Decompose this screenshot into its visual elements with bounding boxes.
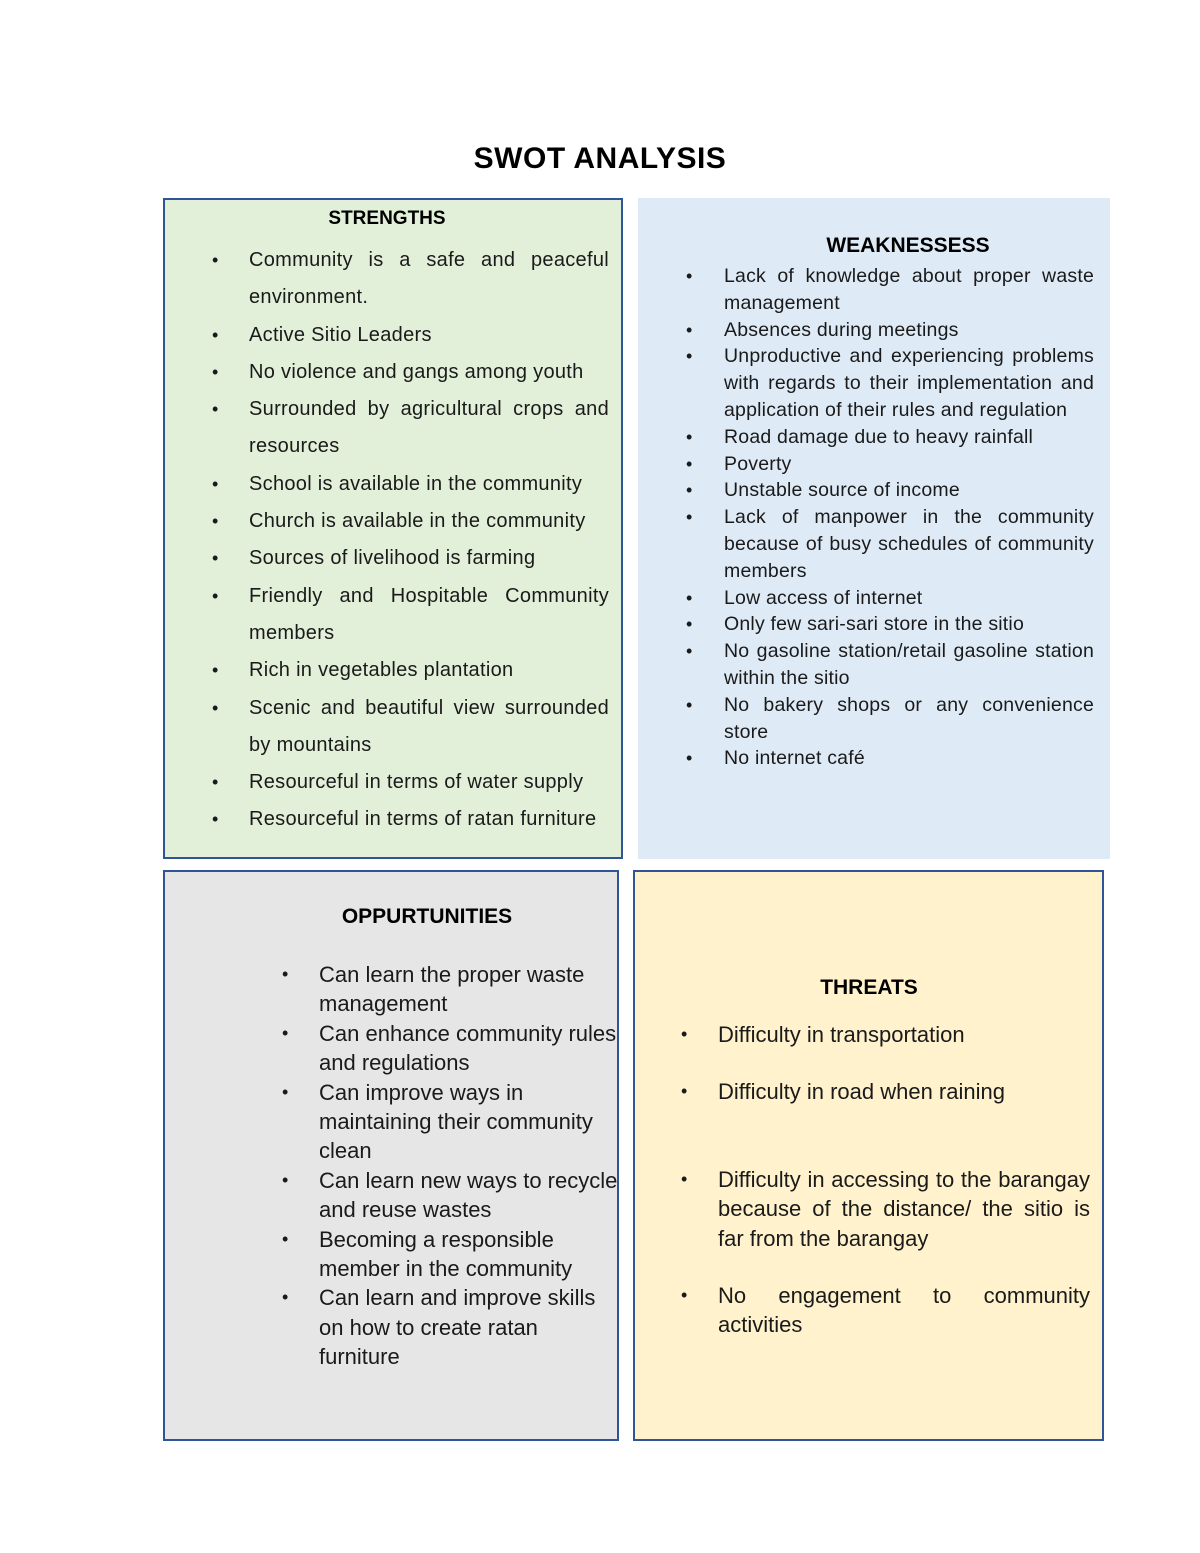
list-item-text: Resourceful in terms of water supply bbox=[249, 771, 584, 794]
bullet-icon: • bbox=[212, 585, 219, 606]
bullet-icon: • bbox=[282, 1081, 289, 1102]
list-item bbox=[686, 424, 1094, 451]
bullet-icon: • bbox=[686, 453, 693, 474]
list-item-text: Unstable source of income bbox=[724, 479, 960, 502]
list-item bbox=[686, 638, 1094, 692]
list-item bbox=[681, 1077, 1090, 1106]
list-item bbox=[212, 354, 609, 391]
list-item-text: Can learn and improve skills on how to create ratan furniture bbox=[319, 1285, 596, 1370]
bullet-icon: • bbox=[212, 361, 219, 382]
list-item-text: Friendly and Hospitable Community members bbox=[249, 584, 609, 644]
list-item bbox=[282, 1283, 619, 1371]
list-item bbox=[212, 466, 609, 503]
list-item bbox=[212, 690, 609, 765]
list-item bbox=[686, 504, 1094, 584]
bullet-icon: • bbox=[681, 1024, 688, 1044]
bullet-icon: • bbox=[212, 250, 219, 270]
list-item bbox=[681, 1020, 1090, 1049]
list-item-text: Active Sitio Leaders bbox=[249, 323, 432, 346]
bullet-icon: • bbox=[686, 426, 693, 447]
list-item-text: Community is a safe and peaceful environment. bbox=[249, 249, 609, 309]
list-item bbox=[686, 477, 1094, 504]
list-item-text: Sources of livelihood is farming bbox=[249, 547, 536, 570]
bullet-icon: • bbox=[212, 511, 219, 532]
threats-heading: THREATS bbox=[820, 976, 918, 999]
list-item-text: Can enhance community rules and regulations bbox=[319, 1020, 617, 1076]
bullet-icon: • bbox=[212, 772, 219, 793]
list-item bbox=[686, 611, 1094, 638]
bullet-icon: • bbox=[282, 1228, 289, 1249]
strengths-list bbox=[212, 242, 609, 839]
list-item bbox=[686, 692, 1094, 746]
list-item bbox=[212, 652, 609, 689]
list-item-text: Difficulty in road when raining bbox=[718, 1079, 1005, 1105]
list-item-text: School is available in the community bbox=[249, 472, 583, 495]
list-item bbox=[212, 540, 609, 577]
weaknesses-list bbox=[686, 263, 1094, 772]
bullet-icon: • bbox=[681, 1081, 688, 1102]
opportunities-list bbox=[282, 960, 619, 1372]
list-item-text: No bakery shops or any convenience store bbox=[724, 693, 1094, 743]
list-item-text: Absences during meetings bbox=[724, 318, 959, 341]
list-item-text: Can learn the proper waste management bbox=[319, 962, 585, 1017]
bullet-icon: • bbox=[212, 324, 219, 345]
opportunities-heading: OPPURTUNITIES bbox=[341, 905, 513, 928]
bullet-icon: • bbox=[212, 660, 219, 681]
list-item-text: Poverty bbox=[724, 452, 792, 475]
list-item-text: No engagement to community activities bbox=[718, 1283, 1090, 1338]
bullet-icon: • bbox=[686, 614, 693, 635]
list-item bbox=[282, 1166, 619, 1225]
threats-box bbox=[633, 870, 1104, 1441]
bullet-icon: • bbox=[212, 399, 219, 420]
list-item bbox=[282, 960, 619, 1019]
bullet-icon: • bbox=[686, 694, 693, 715]
bullet-icon: • bbox=[686, 641, 693, 662]
opportunities-box bbox=[163, 870, 619, 1441]
bullet-icon: • bbox=[681, 1285, 688, 1306]
bullet-icon: • bbox=[686, 507, 693, 528]
list-item bbox=[212, 317, 609, 354]
bullet-icon: • bbox=[282, 1169, 289, 1190]
weaknesses-box bbox=[638, 198, 1110, 859]
threats-list bbox=[681, 1020, 1090, 1340]
list-item-text: Lack of manpower in the community because of busy schedules of community members bbox=[724, 506, 1094, 582]
list-item bbox=[686, 317, 1094, 344]
bullet-icon: • bbox=[212, 473, 219, 494]
bullet-icon: • bbox=[282, 1022, 289, 1043]
list-item-text: Unproductive and experiencing problems with regards to their implementation and application of their rules and regulation bbox=[724, 345, 1094, 421]
list-item-text: Road damage due to heavy rainfall bbox=[724, 425, 1034, 448]
list-item bbox=[282, 1078, 619, 1166]
list-item bbox=[686, 263, 1094, 317]
list-item-text: Church is available in the community bbox=[249, 510, 586, 533]
list-item bbox=[686, 745, 1094, 772]
list-item bbox=[681, 1165, 1090, 1253]
list-item bbox=[212, 242, 609, 317]
bullet-icon: • bbox=[686, 266, 693, 286]
list-item-text: Low access of internet bbox=[724, 586, 923, 609]
list-item-text: Only few sari-sari store in the sitio bbox=[724, 613, 1024, 636]
list-item-text: Scenic and beautiful view surrounded by mountains bbox=[249, 696, 609, 756]
list-item bbox=[686, 585, 1094, 612]
list-item bbox=[681, 1281, 1090, 1340]
bullet-icon: • bbox=[686, 346, 693, 367]
list-item-text: No violence and gangs among youth bbox=[249, 360, 584, 383]
page-title: SWOT ANALYSIS bbox=[473, 142, 727, 175]
list-item-text: Rich in vegetables plantation bbox=[249, 659, 514, 682]
list-item bbox=[212, 578, 609, 653]
bullet-icon: • bbox=[686, 587, 693, 608]
list-item bbox=[212, 391, 609, 466]
bullet-icon: • bbox=[282, 964, 289, 984]
list-item bbox=[686, 343, 1094, 423]
bullet-icon: • bbox=[686, 319, 693, 340]
list-item bbox=[282, 1225, 619, 1284]
list-item-text: Lack of knowledge about proper waste management bbox=[724, 265, 1094, 314]
list-item-text: Difficulty in transportation bbox=[718, 1022, 965, 1047]
list-item-text: No internet café bbox=[724, 747, 865, 770]
list-item-text: Becoming a responsible member in the community bbox=[319, 1226, 573, 1282]
weaknesses-heading: WEAKNESSESS bbox=[826, 234, 990, 257]
bullet-icon: • bbox=[686, 748, 693, 769]
list-item bbox=[212, 801, 609, 838]
bullet-icon: • bbox=[686, 480, 693, 501]
list-item-text: Can learn new ways to recycle and reuse wastes bbox=[319, 1167, 618, 1223]
bullet-icon: • bbox=[212, 697, 219, 718]
list-item-text: Resourceful in terms of ratan furniture bbox=[249, 808, 597, 831]
list-item-text: Surrounded by agricultural crops and resources bbox=[249, 398, 609, 458]
list-item-text: Can improve ways in maintaining their community clean bbox=[319, 1079, 593, 1164]
strengths-heading: STRENGTHS bbox=[328, 208, 446, 229]
list-item bbox=[212, 764, 609, 801]
bullet-icon: • bbox=[212, 809, 219, 830]
list-item bbox=[282, 1019, 619, 1078]
list-item bbox=[212, 503, 609, 540]
bullet-icon: • bbox=[681, 1168, 688, 1189]
bullet-icon: • bbox=[282, 1287, 289, 1308]
list-item-text: No gasoline station/retail gasoline station within the sitio bbox=[724, 640, 1094, 689]
list-item bbox=[686, 451, 1094, 478]
bullet-icon: • bbox=[212, 548, 219, 569]
strengths-box bbox=[163, 198, 623, 859]
list-item-text: Difficulty in accessing to the barangay because of the distance/ the sitio is far from the barangay bbox=[718, 1166, 1090, 1251]
